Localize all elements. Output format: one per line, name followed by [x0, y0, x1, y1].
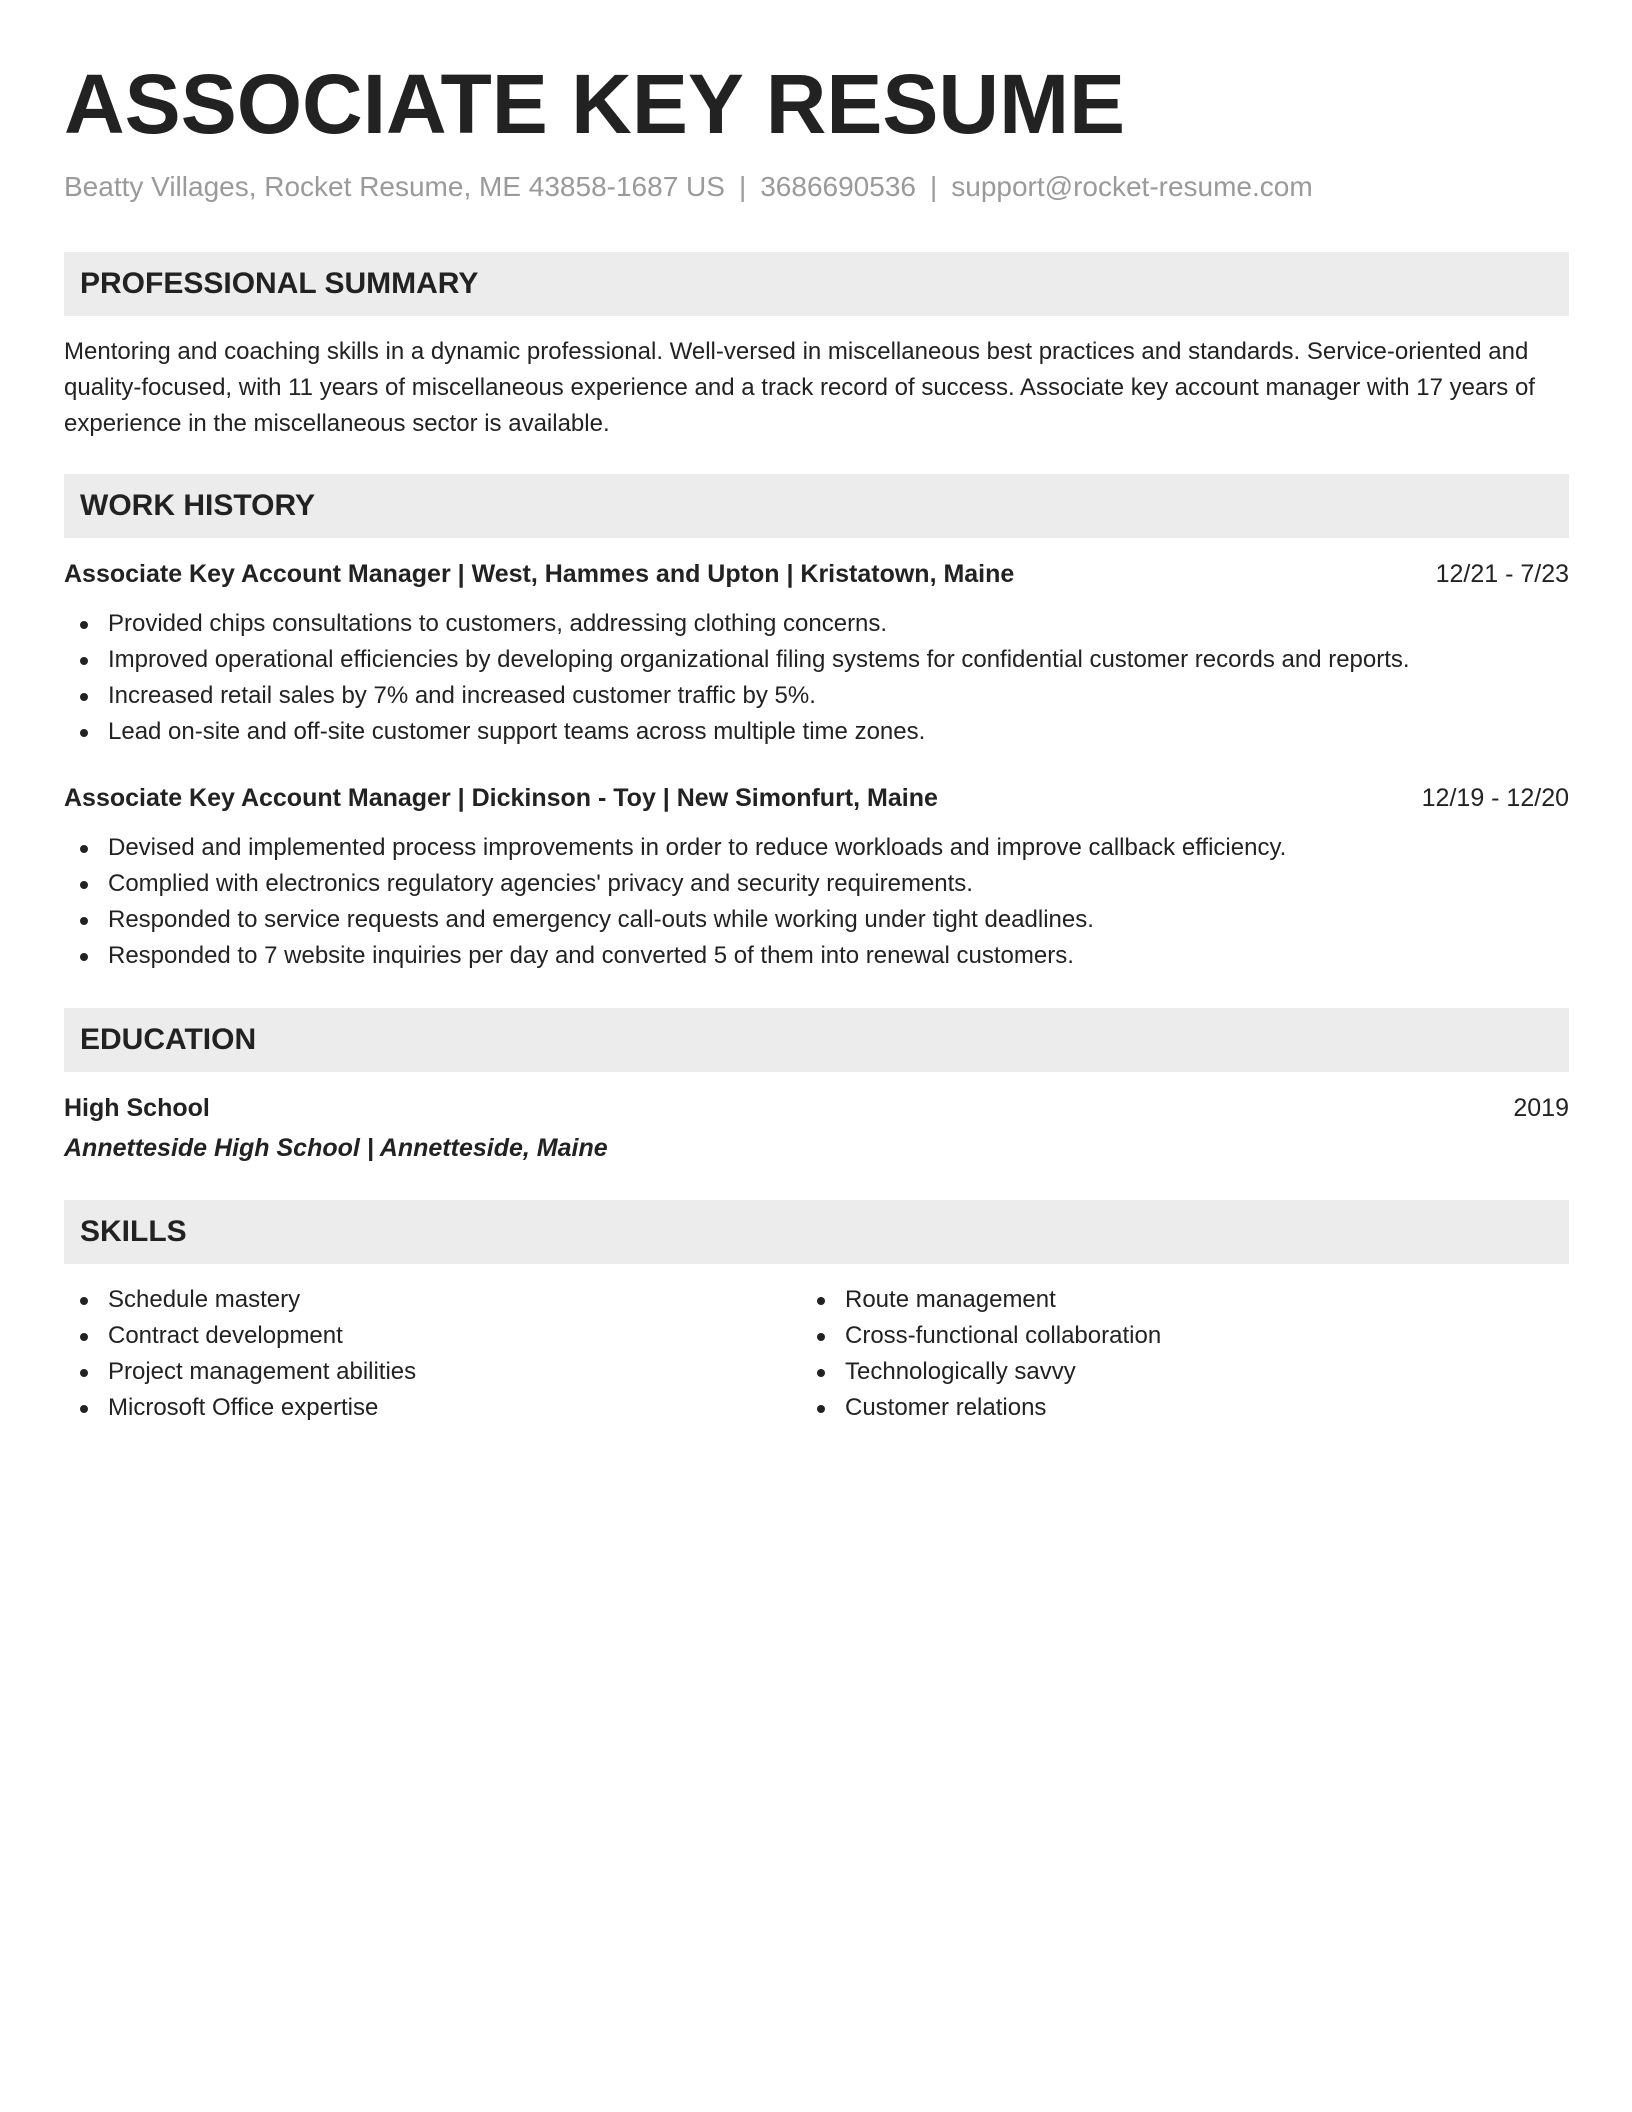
skill-item: Microsoft Office expertise — [64, 1390, 801, 1426]
skills-column-left — [64, 1282, 801, 1426]
education-heading — [64, 1090, 1569, 1126]
skill-item: Schedule mastery — [64, 1282, 801, 1318]
contact-separator: | — [738, 171, 747, 202]
contact-line — [64, 170, 1569, 204]
job-bullet: Provided chips consultations to customers, addressing clothing concerns. — [64, 606, 1569, 642]
job-bullet: Increased retail sales by 7% and increased customer traffic by 5%. — [64, 678, 1569, 714]
summary-text: Mentoring and coaching skills in a dynamic professional. Well-versed in miscellaneous best practices and standards. Service-oriented and quality-focused, with 11 years of miscellaneous experience and a track record of success. Associate key account manager with 17 years of experience in the miscellaneous sector is available. — [64, 338, 1535, 437]
job-heading — [64, 556, 1569, 592]
education-degree: High School — [64, 1094, 210, 1122]
job-bullets — [64, 830, 1569, 974]
job-entry — [64, 556, 1569, 750]
job-bullet: Responded to service requests and emergency call-outs while working under tight deadlines. — [64, 902, 1569, 938]
skill-item: Project management abilities — [64, 1354, 801, 1390]
contact-separator: | — [929, 171, 938, 202]
job-dates: 12/21 - 7/23 — [1435, 560, 1569, 588]
skill-item: Customer relations — [801, 1390, 1538, 1426]
job-bullet: Complied with electronics regulatory agencies' privacy and security requirements. — [64, 866, 1569, 902]
skill-item: Technologically savvy — [801, 1354, 1538, 1390]
job-title: Associate Key Account Manager | West, Hammes and Upton | Kristatown, Maine — [64, 560, 1015, 588]
skill-item: Route management — [801, 1282, 1538, 1318]
contact-email: support@rocket-resume.com — [951, 171, 1313, 202]
job-heading — [64, 780, 1569, 816]
resume-name: ASSOCIATE KEY RESUME — [64, 57, 1126, 151]
contact-address: Beatty Villages, Rocket Resume, ME 43858-1687 US — [64, 171, 725, 202]
skills-column-right — [801, 1282, 1538, 1426]
skill-item: Cross-functional collaboration — [801, 1318, 1538, 1354]
skill-item: Contract development — [64, 1318, 801, 1354]
contact-phone: 3686690536 — [760, 171, 916, 202]
job-bullets — [64, 606, 1569, 750]
job-bullet: Devised and implemented process improvements in order to reduce workloads and improve callback efficiency. — [64, 830, 1569, 866]
education-year: 2019 — [1513, 1094, 1569, 1122]
section-header-skills: SKILLS — [64, 1200, 1569, 1264]
job-entry — [64, 780, 1569, 974]
section-header-education: EDUCATION — [64, 1008, 1569, 1072]
section-header-summary: PROFESSIONAL SUMMARY — [64, 252, 1569, 316]
skills-list — [64, 1282, 1569, 1426]
job-bullet: Improved operational efficiencies by developing organizational filing systems for confidential customer records and reports. — [64, 642, 1569, 678]
job-dates: 12/19 - 12/20 — [1421, 784, 1569, 812]
job-title: Associate Key Account Manager | Dickinson - Toy | New Simonfurt, Maine — [64, 784, 938, 812]
education-school: Annetteside High School | Annetteside, Maine — [64, 1134, 608, 1162]
job-bullet: Responded to 7 website inquiries per day and converted 5 of them into renewal customers. — [64, 938, 1569, 974]
section-header-work-history: WORK HISTORY — [64, 474, 1569, 538]
job-bullet: Lead on-site and off-site customer support teams across multiple time zones. — [64, 714, 1569, 750]
